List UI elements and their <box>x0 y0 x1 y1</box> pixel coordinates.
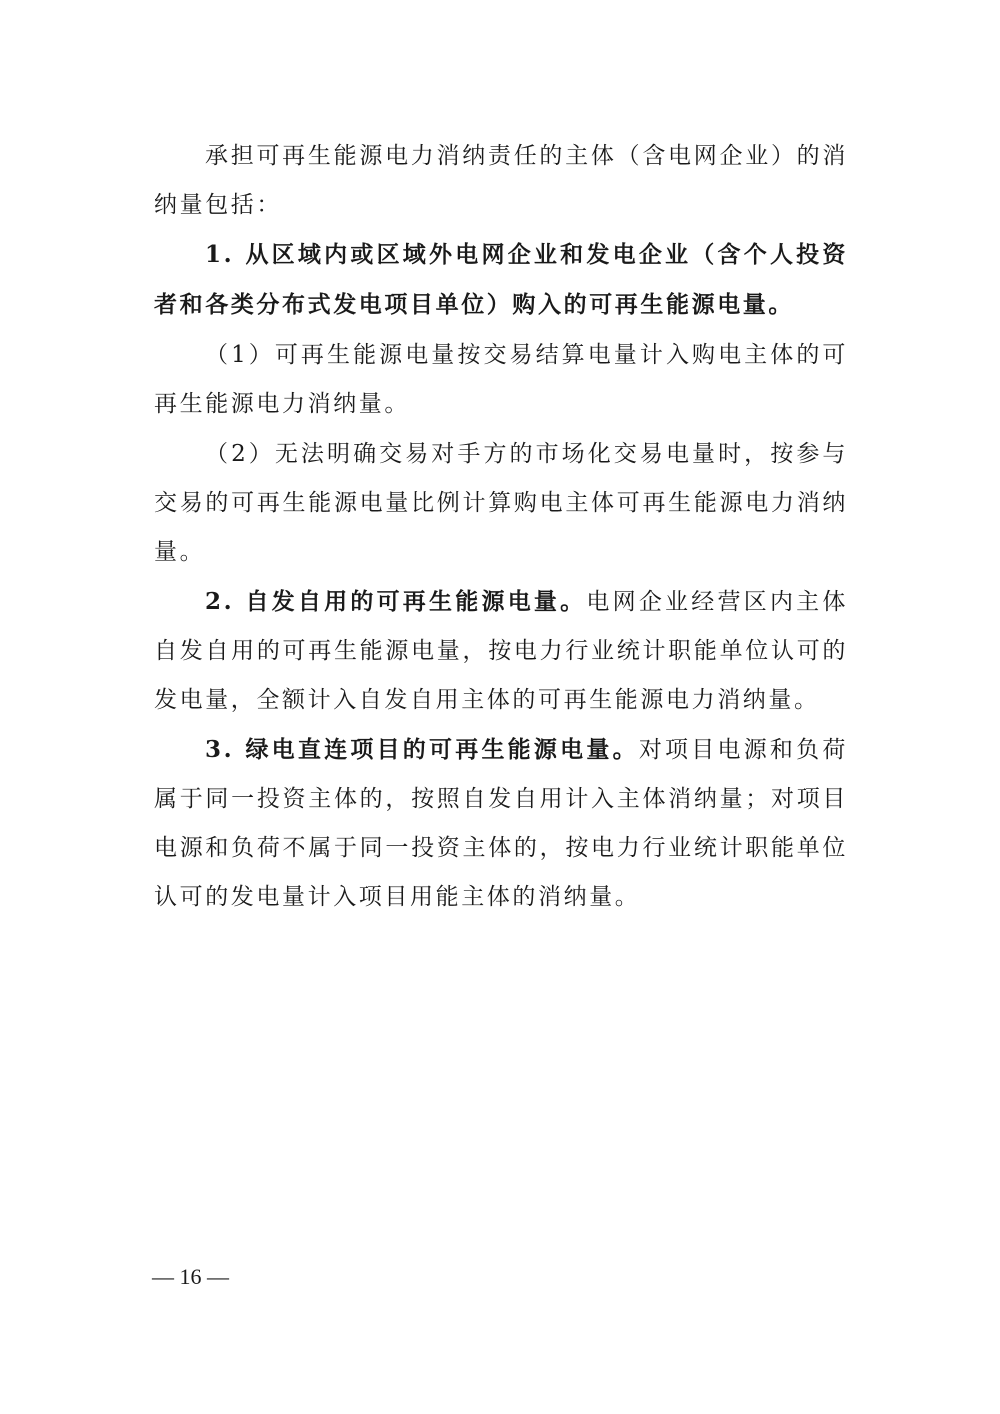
paragraph-intro <box>154 131 848 230</box>
paragraph-item-3 <box>154 725 848 922</box>
paragraph-item-1-sub-2 <box>154 429 848 577</box>
paragraph-item-2 <box>154 577 848 725</box>
paragraph-lead: 2. 自发自用的可再生能源电量。 <box>205 588 587 615</box>
paragraph-text: 承担可再生能源电力消纳责任的主体（含电网企业）的消纳量包括： <box>154 143 848 218</box>
paragraph-lead: 1. 从区域内或区域外电网企业和发电企业（含个人投资者和各类分布式发电项目单位）购入的可再生能源电量。 <box>154 241 848 318</box>
page-number: — 16 — <box>152 1264 229 1289</box>
paragraph-text: 对项目电源和负荷属于同一投资主体的，按照自发自用计入主体消纳量；对项目电源和负荷不属于同一投资主体的，按电力行业统计职能单位认可的发电量计入项目用能主体的消纳量。 <box>154 737 848 910</box>
paragraph-lead: 3. 绿电直连项目的可再生能源电量。 <box>205 736 639 763</box>
paragraph-text: （1）可再生能源电量按交易结算电量计入购电主体的可再生能源电力消纳量。 <box>154 342 848 417</box>
document-body <box>154 131 848 922</box>
paragraph-text: （2）无法明确交易对手方的市场化交易电量时，按参与交易的可再生能源电量比例计算购电主体可再生能源电力消纳量。 <box>154 441 848 565</box>
paragraph-item-1 <box>154 230 848 330</box>
paragraph-text: 电网企业经营区内主体自发自用的可再生能源电量，按电力行业统计职能单位认可的发电量，全额计入自发自用主体的可再生能源电力消纳量。 <box>154 589 848 713</box>
paragraph-item-1-sub-1 <box>154 330 848 429</box>
